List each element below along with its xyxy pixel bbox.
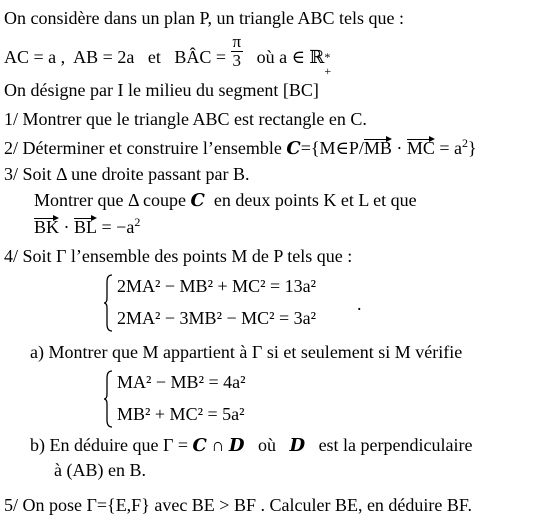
vector-bl: BL [74,217,98,237]
left-brace-icon [103,274,113,332]
vector-mc: MC [406,138,435,158]
system-1-row-1: 2MA² − MB² + MC² = 13a² [117,276,317,296]
frac-den: 3 [232,51,242,71]
left-brace-icon [103,370,113,428]
pi-over-three [231,33,244,70]
hyp-ac: AC = a , [4,47,66,67]
system-1-period: . [357,294,362,314]
set-c-symbol: C [190,190,205,211]
set-c-symbol: C [192,435,207,456]
exponent: 2 [134,215,141,229]
system-2-row-2: MB² + MC² = 5a² [117,404,245,424]
question-3-line1: 3/ Soit Δ une droite passant par B. [4,164,250,184]
question-4b-line2: à (AB) en B. [54,460,146,480]
q4b-text-a: b) En déduire que Γ = [30,435,189,455]
system-2-row-1: MA² − MB² = 4a² [117,372,246,392]
intro-text: On considère dans un plan P, un triangle ABC tels que : [4,8,404,28]
hypotheses-line [4,32,332,78]
vector-mb: MB [363,138,392,158]
dot-product: · [63,217,70,237]
hyp-ab: AB = 2a [73,47,135,67]
vector-bk: BK [34,217,60,237]
set-d-symbol: D [289,435,306,456]
question-1: 1/ Montrer que le triangle ABC est rectangle en C. [4,109,367,129]
q2-close: } [468,138,477,158]
domain-star: * [324,50,331,64]
question-4b-line1 [30,435,473,456]
dot-product: · [396,138,403,158]
q3-eq: = −a [101,217,135,237]
hyp-domain: où a ∈ ℝ [256,47,325,67]
system-1 [103,274,373,332]
q2-set-def-b: = a [439,138,463,158]
set-d-symbol: D [228,435,245,456]
system-1-row-2: 2MA² − 3MB² − MC² = 3a² [117,308,317,328]
set-c-symbol: C [286,138,301,159]
intersection-symbol: ∩ [211,435,225,455]
q2-set-def-a: ={M∈P/ [300,138,364,158]
hyp-angle: BÂC = [174,47,226,67]
q4b-text-b: où [257,435,276,455]
question-5: 5/ On pose Γ={E,F} avec BE > BF . Calculer BE, en déduire BF. [4,495,472,515]
designation-text: On désigne par I le milieu du segment [BC] [4,80,319,100]
question-3-line3 [34,217,140,237]
q3-text-b: en deux points K et L et que [213,190,417,210]
system-2 [103,370,303,428]
q4b-text-c: est la perpendiculaire [318,435,473,455]
exponent: 2 [462,136,469,150]
q3-text-a: Montrer que Δ coupe [34,190,187,210]
frac-num: π [232,32,242,52]
question-3-line2 [34,190,417,211]
q2-prefix: 2/ Déterminer et construire l’ensemble [4,138,282,158]
domain-plus: + [324,64,332,78]
hyp-et: et [147,47,161,67]
question-4-line1: 4/ Soit Γ l’ensemble des points M de P tels que : [4,246,353,266]
question-4a: a) Montrer que M appartient à Γ si et seulement si M vérifie [30,342,463,362]
question-2 [4,138,477,159]
